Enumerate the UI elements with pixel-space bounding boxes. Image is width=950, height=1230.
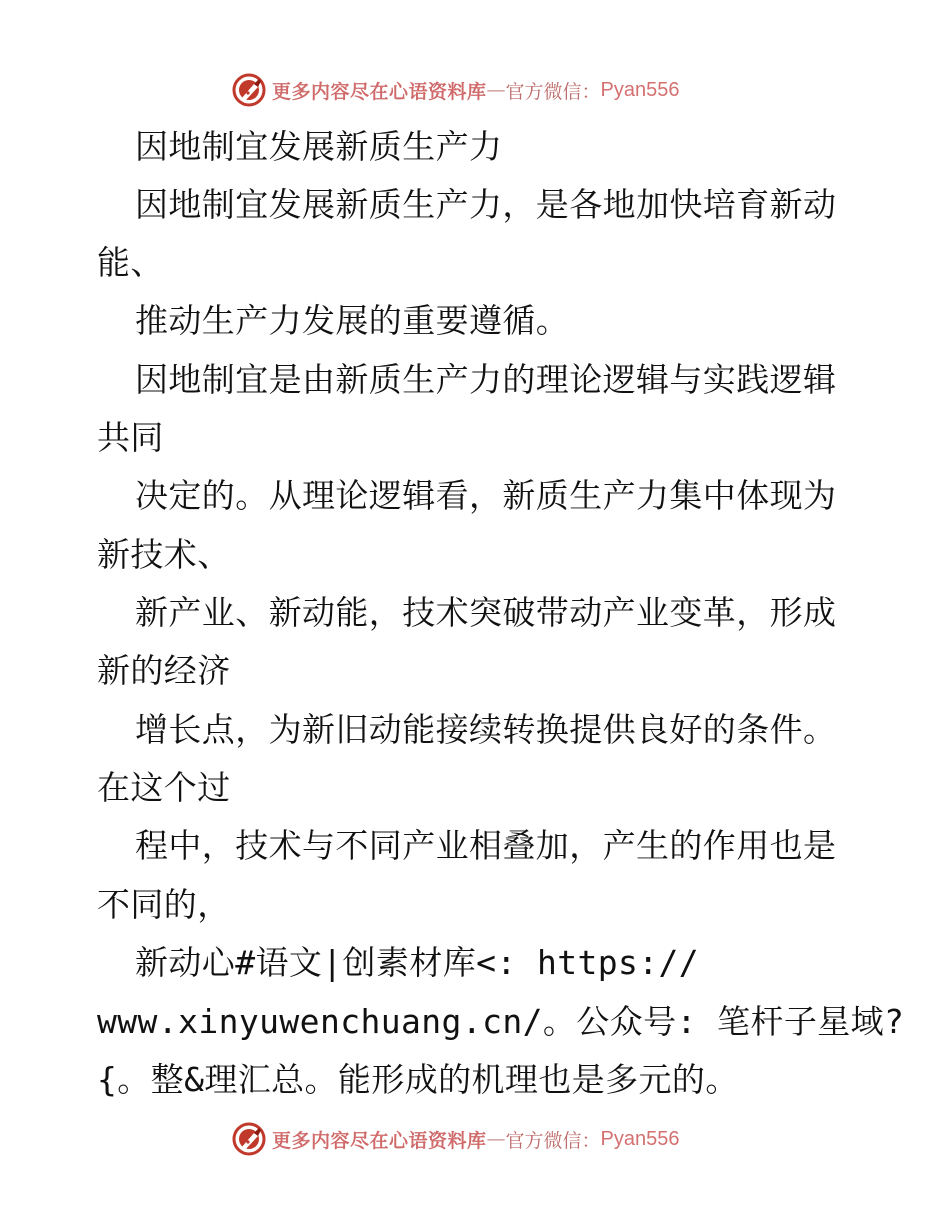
text-line: www.xinyuwenchuang.cn/。公众号: 笔杆子星域? [97,1002,905,1041]
banner-wechat-id: Pyan556 [600,78,680,101]
pen-nib-logo-icon [232,73,266,107]
document-title: 因地制宜发展新质生产力 [135,127,503,166]
text-line: 因地制宜发展新质生产力，是各地加快培育新动 [135,185,837,224]
text-line: 不同的， [97,885,231,924]
banner-wechat-id: Pyan556 [600,1127,680,1150]
text-line: 共同 [97,418,164,457]
text-line: 因地制宜是由新质生产力的理论逻辑与实践逻辑 [135,360,837,399]
banner-slogan: 更多内容尽在心语资料库 [272,80,487,103]
text-line: 推动生产力发展的重要遵循。 [135,301,570,340]
banner-dash: — [486,79,506,101]
text-line: 决定的。从理论逻辑看，新质生产力集中体现为 [135,476,837,515]
text-line: 新的经济 [97,651,231,690]
banner-wechat-label: 官方微信： [505,1129,601,1152]
text-line: 能、 [97,243,164,282]
banner-dash: — [486,1128,506,1150]
text-line: 程中，技术与不同产业相叠加，产生的作用也是 [135,826,837,865]
text-line: 新技术、 [97,535,231,574]
pen-nib-logo-icon [232,1122,266,1156]
text-line: {。整&理汇总。能形成的机理也是多元的。 [97,1060,739,1099]
header-banner [232,72,680,108]
text-line: 在这个过 [97,768,231,807]
text-line: 增长点，为新旧动能接续转换提供良好的条件。 [135,710,837,749]
banner-slogan: 更多内容尽在心语资料库 [272,1129,487,1152]
text-line: 新动心#语文|创素材库<: https:// [135,943,700,982]
text-line: 新产业、新动能，技术突破带动产业变革，形成 [135,593,837,632]
banner-wechat-label: 官方微信： [505,80,601,103]
footer-banner [232,1121,680,1157]
